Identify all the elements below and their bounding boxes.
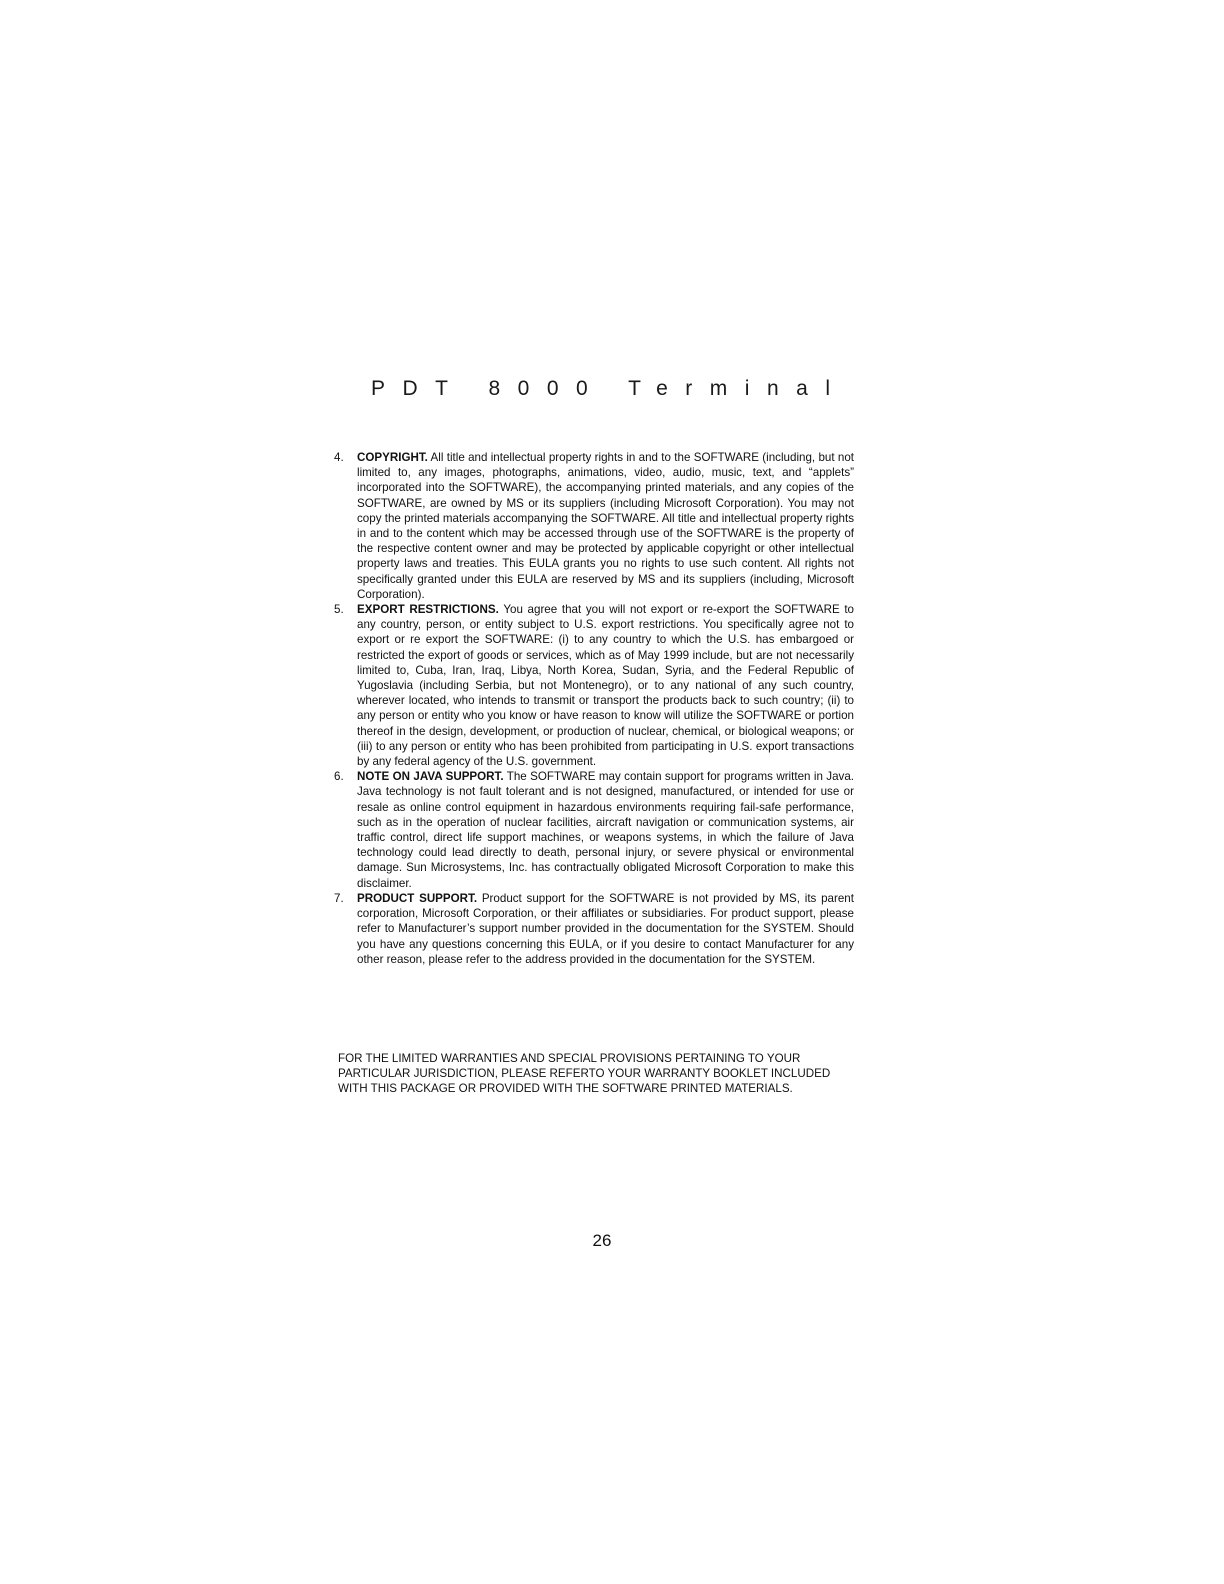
section-export-restrictions xyxy=(334,602,854,769)
section-heading: PRODUCT SUPPORT. xyxy=(357,891,478,905)
section-number: 6. xyxy=(334,770,344,784)
section-number: 4. xyxy=(334,451,344,464)
warranty-notice: FOR THE LIMITED WARRANTIES AND SPECIAL PROVISIONS PERTAINING TO YOUR PARTICULAR JURISDICTION, PLEASE REFERTO YOUR WARRANTY BOOKLET INCLUDED WITH THIS PACKAGE OR PROVIDED WITH THE SOFTWARE PRINTED MATERIALS. xyxy=(338,1052,831,1096)
section-copyright xyxy=(334,450,854,602)
section-text: The SOFTWARE may contain support for programs written in Java. Java technology is not fault tolerant and is not designed, manufactured, or intended for use or resale as online control equipment in hazardous environments requiring fail-safe performance, such as in the operation of nuclear facilities, aircraft navigation or communication systems, air traffic control, direct life support machines, or weapons systems, in which the failure of Java technology could lead directly to death, personal injury, or severe physical or environmental damage. Sun Microsystems, Inc. has contractually obligated Microsoft Corporation to make this disclaimer. xyxy=(357,770,855,890)
section-number: 5. xyxy=(334,603,344,617)
section-heading: COPYRIGHT. xyxy=(357,451,428,464)
section-text: All title and intellectual property rights in and to the SOFTWARE (including, but not limited to, any images, photographs, animations, video, audio, music, text, and “applets” incorporated into the SOFTWARE), the accompanying printed materials, and any copies of the SOFTWARE, are owned by MS or its suppliers (including Microsoft Corporation). You may not copy the printed materials accompanying the SOFTWARE. All title and intellectual property rights in and to the content which may be accessed through use of the SOFTWARE is the property of the respective content owner and may be protected by applicable copyright or other intellectual property laws and treaties. This EULA grants you no rights to use such content. All rights not specifically granted under this EULA are reserved by MS and its suppliers (including, Microsoft Corporation). xyxy=(357,451,854,601)
section-number: 7. xyxy=(334,891,344,905)
section-heading: NOTE ON JAVA SUPPORT. xyxy=(357,770,504,784)
page-number: 26 xyxy=(592,1231,612,1250)
section-text: Product support for the SOFTWARE is not provided by MS, its parent corporation, Microsoft Corporation, or their affiliates or subsidiaries. For product support, please refer to Manufacturer’s support number provided in the documentation for the SYSTEM. Should you have any questions concerning this EULA, or if you desire to contact Manufacturer for any other reason, please refer to the address provided in the documentation for the SYSTEM. xyxy=(357,891,854,966)
section-product-support xyxy=(334,891,854,967)
eula-section-list xyxy=(334,450,854,967)
section-heading: EXPORT RESTRICTIONS. xyxy=(357,603,499,617)
page-title: PDT 8000 Terminal xyxy=(371,377,848,400)
section-text: You agree that you will not export or re-export the SOFTWARE to any country, person, or entity subject to U.S. export restrictions. You specifically agree not to export or re export the SOFTWARE: (i) to any country to which the U.S. has embargoed or restricted the export of goods or services, which as of May 1999 include, but are not necessarily limited to, Cuba, Iran, Iraq, Libya, North Korea, Sudan, Syria, and the Federal Republic of Yugoslavia (including Serbia, but not Montenegro), or to any national of any such country, wherever located, who intends to transmit or transport the products back to such country; (ii) to any person or entity who you know or have reason to know will utilize the SOFTWARE or portion thereof in the design, development, or production of nuclear, chemical, or biological weapons; or (iii) to any person or entity who has been prohibited from participating in U.S. export transactions by any federal agency of the U.S. government. xyxy=(357,603,854,769)
section-java-support xyxy=(334,769,854,891)
